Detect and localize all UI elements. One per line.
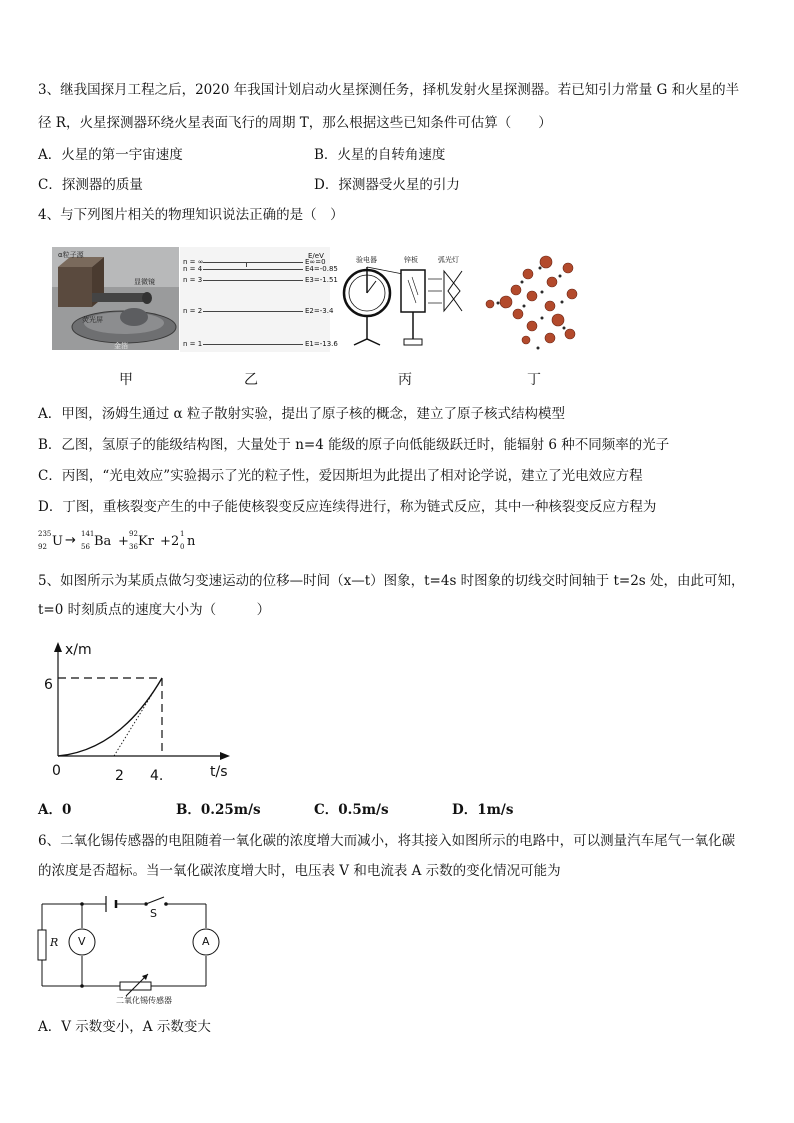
u-charge: 92 [38,543,47,551]
reaction-arrow: → [65,533,76,548]
fig-bing-label-electroscope: 验电器 [356,256,377,264]
fig-jia-label-scope: 显微镜 [134,278,155,286]
q6-circuit-diagram [36,890,226,1010]
q5-option-b: B．0.25m/s [176,802,261,818]
fig-yi-n: n = 2 [183,307,203,315]
figure-jia-photo [52,247,179,350]
figure-label-yi: 乙 [244,372,258,388]
circuit-label-a: A [202,935,210,948]
graph-x-label: t/s [210,764,228,780]
q6-stem-line1: 6、二氧化锡传感器的电阻随着一氧化碳的浓度增大而减小，将其接入如图所示的电路中，可以测量汽车尾气一氧化碳 [38,833,736,849]
figure-ding-chain-reaction [480,248,580,356]
q6-option-a: A．V 示数变小，A 示数变大 [38,1019,211,1035]
figure-label-jia: 甲 [119,372,133,388]
q5-option-a: A．0 [38,802,72,818]
fig-yi-header: E/eV [308,252,324,260]
fig-yi-e: E1=-13.6 [305,340,338,348]
u-mass: 235 [38,530,52,538]
graph-y-label: x/m [65,642,92,658]
q3-option-d: D．探测器受火星的引力 [314,177,460,193]
fig-bing-label-lamp: 弧光灯 [438,256,459,264]
q5-option-c: C．0.5m/s [314,802,389,818]
figure-label-bing: 丙 [398,372,412,388]
fig-bing-label-zinc: 锌板 [404,256,418,264]
u-symbol: U [52,534,63,549]
kr-symbol: Kr [138,534,154,549]
n-symbol: n [187,534,196,549]
q3-option-c: C．探测器的质量 [38,177,143,193]
q4-option-c: C．丙图，“光电效应”实验揭示了光的粒子性，爱因斯坦为此提出了相对论学说，建立了光电效应方程 [38,468,643,484]
graph-origin: 0 [52,763,61,779]
plus-sign: + [118,534,129,549]
n-mass: 1 [180,530,185,538]
kr-charge: 36 [129,543,138,551]
plus-sign: + [160,534,171,549]
fig-yi-e: E3=-1.51 [305,276,338,284]
circuit-label-sensor: 二氧化锡传感器 [116,996,172,1005]
kr-mass: 92 [129,530,138,538]
fig-yi-e: E4=-0.85 [305,265,338,273]
q5-xt-graph [40,640,250,790]
q4-option-b: B．乙图，氢原子的能级结构图，大量处于 n=4 能级的原子向低能级跃迁时，能辐射 6 种不同频率的光子 [38,437,670,453]
fig-yi-n: n = 3 [183,276,203,284]
circuit-label-s: S [150,907,157,920]
ba-symbol: Ba [94,534,112,549]
fig-yi-e: E2=-3.4 [305,307,334,315]
figure-label-ding: 丁 [527,372,541,388]
n-charge: 0 [180,543,185,551]
q3-option-b: B．火星的自转角速度 [314,147,446,163]
figure-yi-energy-levels [180,247,338,352]
fig-jia-label-screen: 荧光屏 [82,316,103,324]
circuit-label-r: R [50,936,59,949]
neutron-coefficient: 2 [171,534,180,549]
ba-charge: 56 [81,543,90,551]
q5-stem-line1: 5、如图所示为某质点做匀变速运动的位移—时间（x—t）图象，t=4s 时图象的切线交时间轴于 t=2s 处，由此可知， [38,573,745,589]
fig-yi-n: n = 4 [183,265,203,273]
ba-mass: 141 [81,530,95,538]
fig-yi-e: E∞=0 [305,258,326,266]
fig-yi-n: n = 1 [183,340,203,348]
fig-jia-label-source: α粒子源 [58,251,84,259]
q5-option-d: D．1m/s [452,802,514,818]
graph-x-tick-4: 4. [150,768,164,784]
circuit-label-v: V [78,935,86,948]
q3-stem-line2: 径 R，火星探测器环绕火星表面飞行的周期 T，那么根据这些已知条件可估算（ ） [38,115,552,131]
q3-stem-line1: 3、继我国探月工程之后，2020 年我国计划启动火星探测任务，择机发射火星探测器。若已知引力常量 G 和火星的半 [38,82,740,98]
q4-option-d: D．丁图，重核裂变产生的中子能使核裂变反应连续得进行，称为链式反应，其中一种核裂变反应方程为 [38,499,657,515]
fig-yi-n: n = ∞ [183,258,204,266]
figure-bing-photoelectric [338,255,468,355]
graph-y-tick-6: 6 [44,677,53,693]
q3-option-a: A．火星的第一宇宙速度 [38,147,183,163]
fig-jia-label-foil: 金箔 [114,342,128,350]
q4-stem: 4、与下列图片相关的物理知识说法正确的是（ ） [38,207,344,223]
q5-stem-line2: t=0 时刻质点的速度大小为（ ） [38,602,271,618]
q6-stem-line2: 的浓度是否超标。当一氧化碳浓度增大时，电压表 V 和电流表 A 示数的变化情况可能为 [38,863,561,879]
graph-x-tick-2: 2 [115,768,124,784]
q4-option-a: A．甲图，汤姆生通过 α 粒子散射实验，提出了原子核的概念，建立了原子核式结构模型 [38,406,565,422]
